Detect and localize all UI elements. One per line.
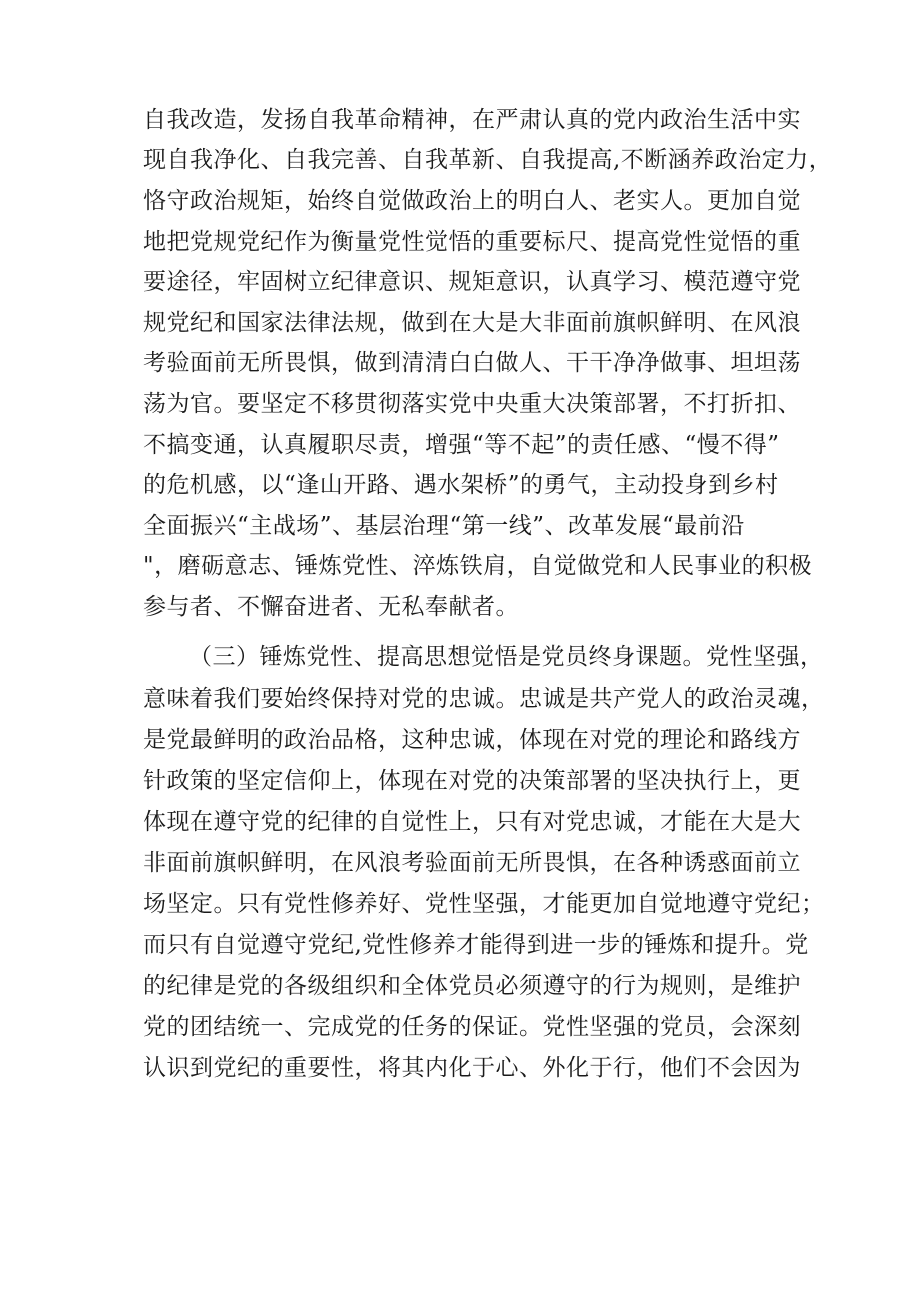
text-line: 自我改造，发扬自我革命精神，在严肃认真的党内政治生活中实 (143, 107, 801, 133)
text-line: "，磨砺意志、锤炼党性、淬炼铁肩，自觉做党和人民事业的积极 (143, 553, 813, 579)
text-line: 的纪律是党的各级组织和全体党员必须遵守的行为规则，是维护 (143, 973, 801, 999)
text-line: 不搞变通，认真履职尽责，增强“等不起”的责任感、“慢不得” (143, 432, 780, 458)
text-line: 体现在遵守党的纪律的自觉性上，只有对党忠诚，才能在大是大 (143, 809, 801, 835)
text-line: 全面振兴“主战场”、基层治理“第一线”、改革发展“最前沿 (143, 513, 745, 539)
text-line: 考验面前无所畏惧，做到清清白白做人、干干净净做事、坦坦荡 (143, 350, 801, 376)
text-line: 现自我净化、自我完善、自我革新、自我提高,不断涵养政治定力， (143, 147, 833, 173)
text-line: 是党最鲜明的政治品格，这种忠诚，体现在对党的理论和路线方 (143, 727, 801, 753)
text-line: 场坚定。只有党性修养好、党性坚强，才能更加自觉地遵守党纪； (143, 891, 825, 917)
text-line: 规党纪和国家法律法规，做到在大是大非面前旗帜鲜明、在风浪 (143, 310, 801, 336)
text-line: 认识到党纪的重要性，将其内化于心、外化于行，他们不会因为 (143, 1055, 801, 1081)
text-line: 的危机感，以“逢山开路、遇水架桥”的勇气，主动投身到乡村 (143, 472, 779, 498)
text-line: 而只有自觉遵守党纪,党性修养才能得到进一步的锤炼和提升。党 (143, 932, 809, 958)
text-line: 针政策的坚定信仰上，体现在对党的决策部署的坚决执行上，更 (143, 768, 801, 794)
text-line: 荡为官。要坚定不移贯彻落实党中央重大决策部署，不打折扣、 (143, 391, 801, 417)
text-line: 恪守政治规矩，始终自觉做政治上的明白人、老实人。更加自觉 (143, 188, 801, 214)
text-line: 非面前旗帜鲜明，在风浪考验面前无所畏惧，在各种诱惑面前立 (143, 850, 801, 876)
text-line: 参与者、不懈奋进者、无私奉献者。 (143, 594, 519, 620)
text-line: 意味着我们要始终保持对党的忠诚。忠诚是共产党人的政治灵魂， (143, 686, 825, 712)
text-line: 党的团结统一、完成党的任务的保证。党性坚强的党员，会深刻 (143, 1014, 801, 1040)
text-line: 地把党规党纪作为衡量党性觉悟的重要标尺、提高党性觉悟的重 (143, 229, 801, 255)
section-heading-line: （三）锤炼党性、提高思想觉悟是党员终身课题。党性坚强， (189, 644, 824, 670)
text-line: 要途径，牢固树立纪律意识、规矩意识，认真学习、模范遵守党 (143, 269, 801, 295)
